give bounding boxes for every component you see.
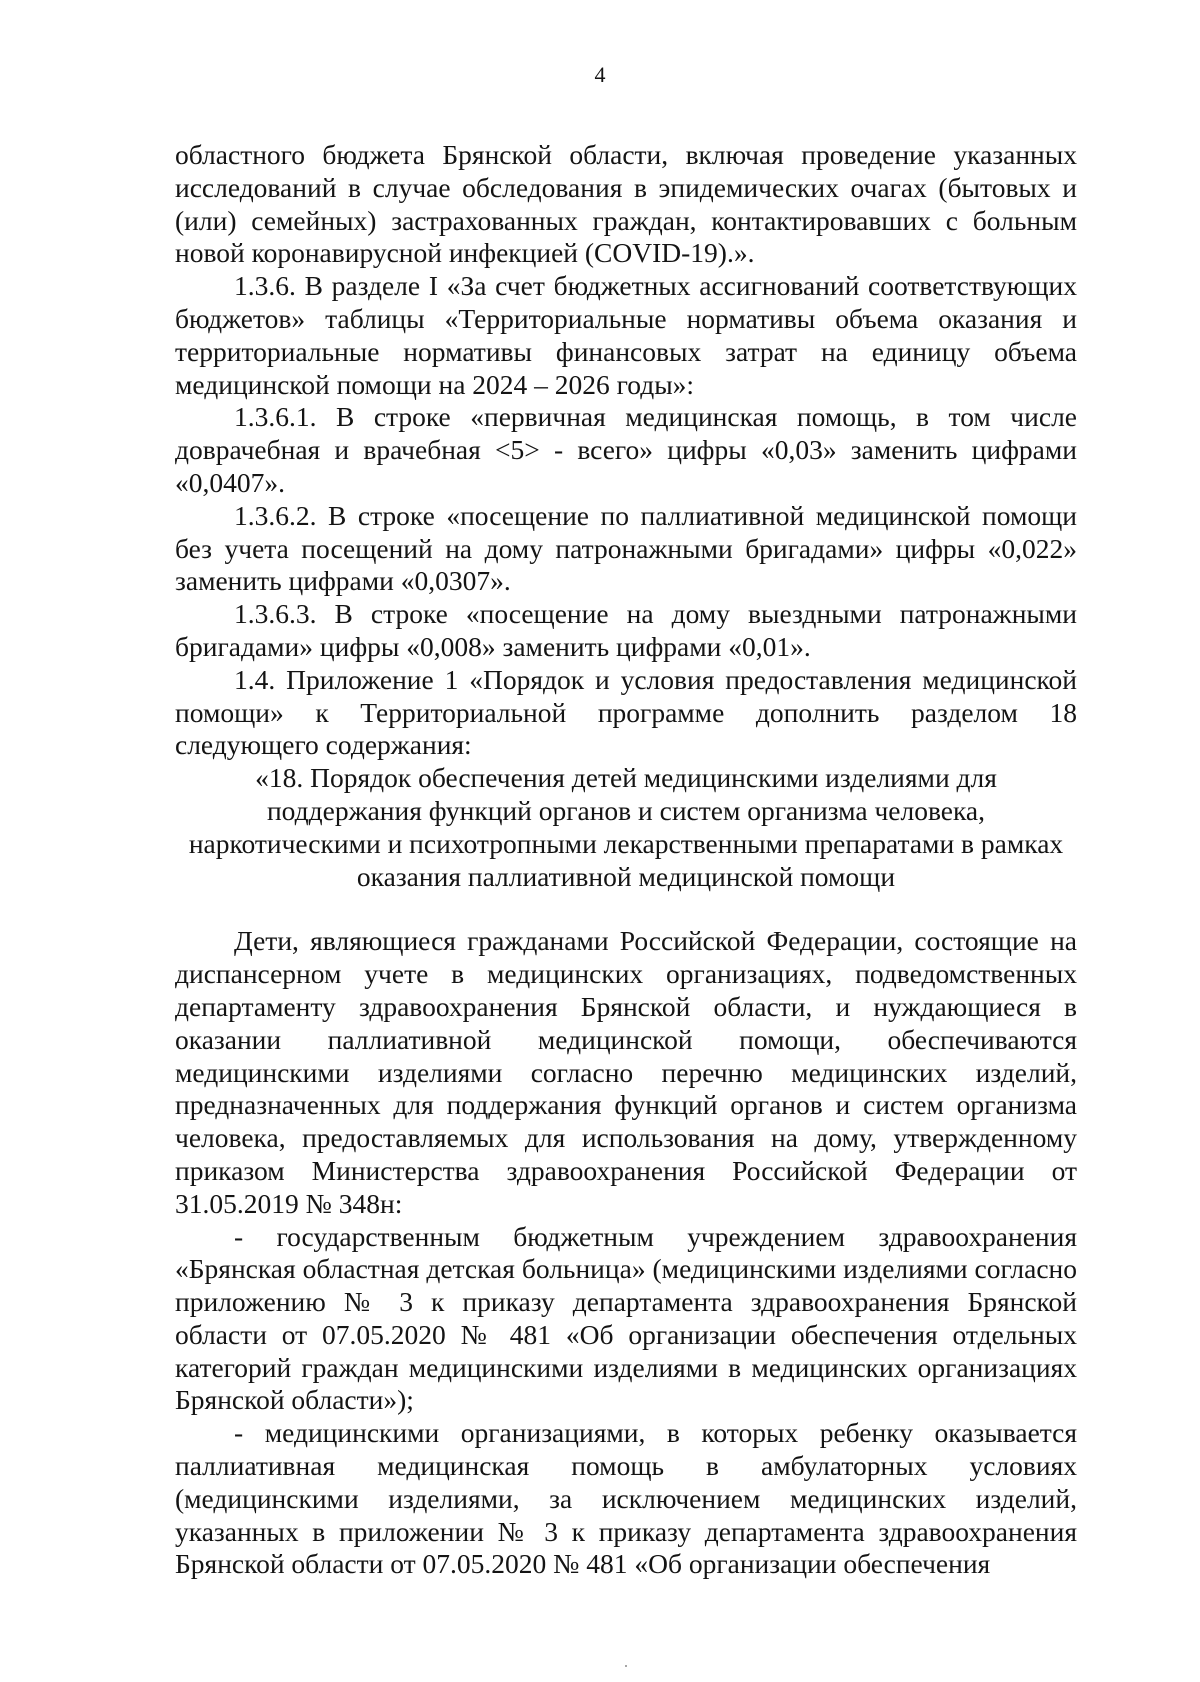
paragraph-1-3-6-3: 1.3.6.3. В строке «посещение на дому выездными патронажными бригадами» цифры «0,008» заменить цифрами «0,01». (175, 598, 1077, 662)
paragraph-1-4: 1.4. Приложение 1 «Порядок и условия предоставления медицинской помощи» к Территориальной программе дополнить разделом 18 следующего содержания: (175, 663, 1077, 761)
document-body (175, 139, 1077, 1581)
paragraph-1-3-6-1: 1.3.6.1. В строке «первичная медицинская помощь, в том числе доврачебная и врачебная <5> - всего» цифры «0,03» заменить цифрами «0,0407». (175, 401, 1077, 498)
section-gap (175, 893, 1077, 925)
paragraph-1-3-6-2: 1.3.6.2. В строке «посещение по паллиативной медицинской помощи без учета посещений на дому патронажными бригадами» цифры «0,022» заменить цифрами «0,0307». (175, 499, 1077, 597)
paragraph-1-3-6: 1.3.6. В разделе I «За счет бюджетных ассигнований соответствующих бюджетов» таблицы «Территориальные нормативы объема оказания и территориальные нормативы финансовых затрат на единицу объема медицинской помощи на 2024 – 2026 годы»: (175, 270, 1077, 400)
list-item-regional-hospital: - государственным бюджетным учреждением здравоохранения «Брянская областная детская больница» (медицинскими изделиями согласно приложению № 3 к приказу департамента здравоохранения Брянской области от 07.05.2020 № 481 «Об организации обеспечения отдельных категорий граждан медицинскими изделиями в медицинских организациях Брянской области»); (175, 1220, 1077, 1416)
page-number: 4 (594, 62, 606, 87)
section-18-heading: «18. Порядок обеспечения детей медицинскими изделиями для поддержания функций органов и систем организма человека, наркотическими и психотропными лекарственными препаратами в рамках оказания паллиативной медицинской помощи (188, 762, 1064, 892)
scan-speck (625, 1665, 627, 1667)
paragraph-children-provision: Дети, являющиеся гражданами Российской Федерации, состоящие на диспансерном учете в медицинских организациях, подведомственных департаменту здравоохранения Брянской области, и нуждающиеся в оказании паллиативной медицинской помощи, обеспечиваются медицинскими изделиями согласно перечню медицинских изделий, предназначенных для поддержания функций органов и систем организма человека, предоставляемых для использования на дому, утвержденному приказом Министерства здравоохранения Российской Федерации от 31.05.2019 № 348н: (175, 925, 1077, 1219)
paragraph-budget-continuation: областного бюджета Брянской области, включая проведение указанных исследований в случае обследования в эпидемических очагах (бытовых и (или) семейных) застрахованных граждан, контактировавших с больным новой коронавирусной инфекцией (COVID-19).». (175, 139, 1077, 269)
list-item-medical-organizations: - медицинскими организациями, в которых ребенку оказывается паллиативная медицинская помощь в амбулаторных условиях (медицинскими изделиями, за исключением медицинских изделий, указанных в приложении № 3 к приказу департамента здравоохранения Брянской области от 07.05.2020 № 481 «Об организации обеспечения (175, 1417, 1077, 1580)
